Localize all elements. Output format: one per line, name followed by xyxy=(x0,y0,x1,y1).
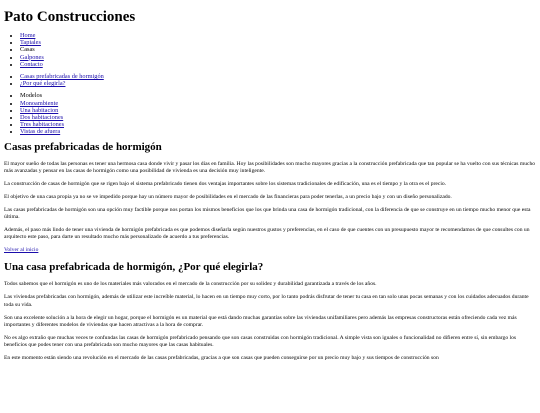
section-nav-item xyxy=(20,73,536,80)
model-link-dos-habitaciones[interactable]: Dos habitaciones xyxy=(20,114,64,122)
model-link-vistas-de-afuera[interactable]: Vistas de afuera xyxy=(20,128,61,136)
article2-paragraph: No es algo extraño que muchas veces te confundas las casas de hormigón prefabricado pensando que son casas construidas con hormigón tradicional. A simple vista son iguales o funcionalidad no difieren entre sí, sin embargo los beneficios que podes tener con una prefabricada son mucho mayores que las casas habituales. xyxy=(4,334,517,348)
models-nav xyxy=(4,92,536,135)
article1-paragraph: Además, el paso más lindo de tener una vivienda de hormigón prefabricada es que podemos diseñarla según nuestros gustos y preferencias, en el caso de que cuentes con un presupuesto mayor te recomendamos de que consultes con un arquitecto este paso, para darte un resultado mucho más personalizado de acuerdo a tus preferencias. xyxy=(4,227,530,241)
model-link-tres-habitaciones[interactable]: Tres habitaciones xyxy=(20,121,65,129)
main-nav-item-contacto xyxy=(20,61,536,68)
article1-paragraph: La construcción de casas de hormigón que se rigen bajo el sistema prefabricado tienen dos ventajas importantes sobre los sistemas tradicionales de edificación, una es el tiempo y la otra es el precio. xyxy=(4,180,447,187)
models-heading: • Modelos xyxy=(20,92,536,99)
section-nav xyxy=(4,73,536,87)
site-title: Pato Construcciones xyxy=(4,9,136,25)
models-item xyxy=(20,128,536,135)
nav-link-contacto[interactable]: Contacto xyxy=(20,60,43,68)
section-link-casas-prefabricadas[interactable]: Casas prefabricadas de hormigón xyxy=(20,73,104,81)
article1-paragraph: El mayor sueño de todas las personas es tener una hermosa casa donde vivir y pasar los días en familia. Hoy las posibilidades son mucho mayores gracias a la construcción prefabricada que tan popular se ha vuelto con sus técnicas mucho más avanzadas y pensar en las casas de hormigón como una posibilidad de vivienda es una decisión muy inteligente. xyxy=(4,160,536,174)
model-link-una-habitacion[interactable]: Una habitacion xyxy=(20,106,59,114)
models-item xyxy=(20,121,536,128)
model-link-monoambiente[interactable]: Monoambiente xyxy=(20,99,59,107)
models-item xyxy=(20,114,536,121)
models-item xyxy=(20,100,536,107)
back-to-top-link[interactable]: Volver al inicio xyxy=(4,247,39,254)
nav-link-galpones[interactable]: Galpones xyxy=(20,53,44,61)
main-nav-item-casas: • Casas xyxy=(20,46,536,53)
article2-title: Una casa prefabricada de hormigón, ¿Por qué elegirla? xyxy=(4,261,264,274)
article2-paragraph: Todos sabemos que el hormigón es uno de los materiales más valorados en el mercado de la construcción por su solidez y durabilidad garantizada a través de los años. xyxy=(4,281,377,288)
article2-paragraph: En este momento están siendo una revolución en el mercado de las casas prefabricadas, gracias a que son casas que pueden conseguirse por un precio muy bajo y sus tiempos de construcción son xyxy=(4,355,439,362)
main-nav-item-tapiales xyxy=(20,39,536,46)
main-nav-item-galpones xyxy=(20,54,536,61)
section-link-por-que-elegirla[interactable]: ¿Por qué elegirla? xyxy=(20,80,66,88)
section-nav-item xyxy=(20,80,536,87)
models-item xyxy=(20,107,536,114)
article1-paragraph: El objetivo de una casa propia ya no se ve impedido porque hay un número mayor de posibilidades en el mercado de las financieras para poder tenerlas, a un precio bajo y con un diseño personalizado. xyxy=(4,193,452,200)
main-nav xyxy=(4,32,536,68)
nav-link-tapiales[interactable]: Tapiales xyxy=(20,39,41,47)
main-nav-item-home xyxy=(20,32,536,39)
article2-paragraph: Son una excelente solución a la hora de elegir un hogar, porque el hormigón es un material que está dando muchas garantías sobre las viviendas unifamiliares pero además las empresas constructoras están ofreciendo cada vez más importantes y diferentes modelos de viviendas que hacen atractivas a la hora de comprar. xyxy=(4,314,517,328)
page xyxy=(0,8,540,362)
nav-link-home[interactable]: Home xyxy=(20,32,36,39)
article1-paragraph: Las casas prefabricadas de hormigón son una opción muy factible porque nos portan los mismos beneficios que los que brinda una casa de hormigón tradicional, con la diferencia de que se construye en un tiempo mucho menor que esta última. xyxy=(4,207,531,221)
article1-title: Casas prefabricadas de hormigón xyxy=(4,140,162,153)
article2-paragraph: Las viviendas prefabricadas con hormigón, además de utilizar este increíble material, lo hacen en un tiempo muy corto, por lo tanto podrás disfrutar de tener tu casa en tan solo unas pocas semanas y con los cuidados adecuados durante toda su vida. xyxy=(4,294,529,308)
